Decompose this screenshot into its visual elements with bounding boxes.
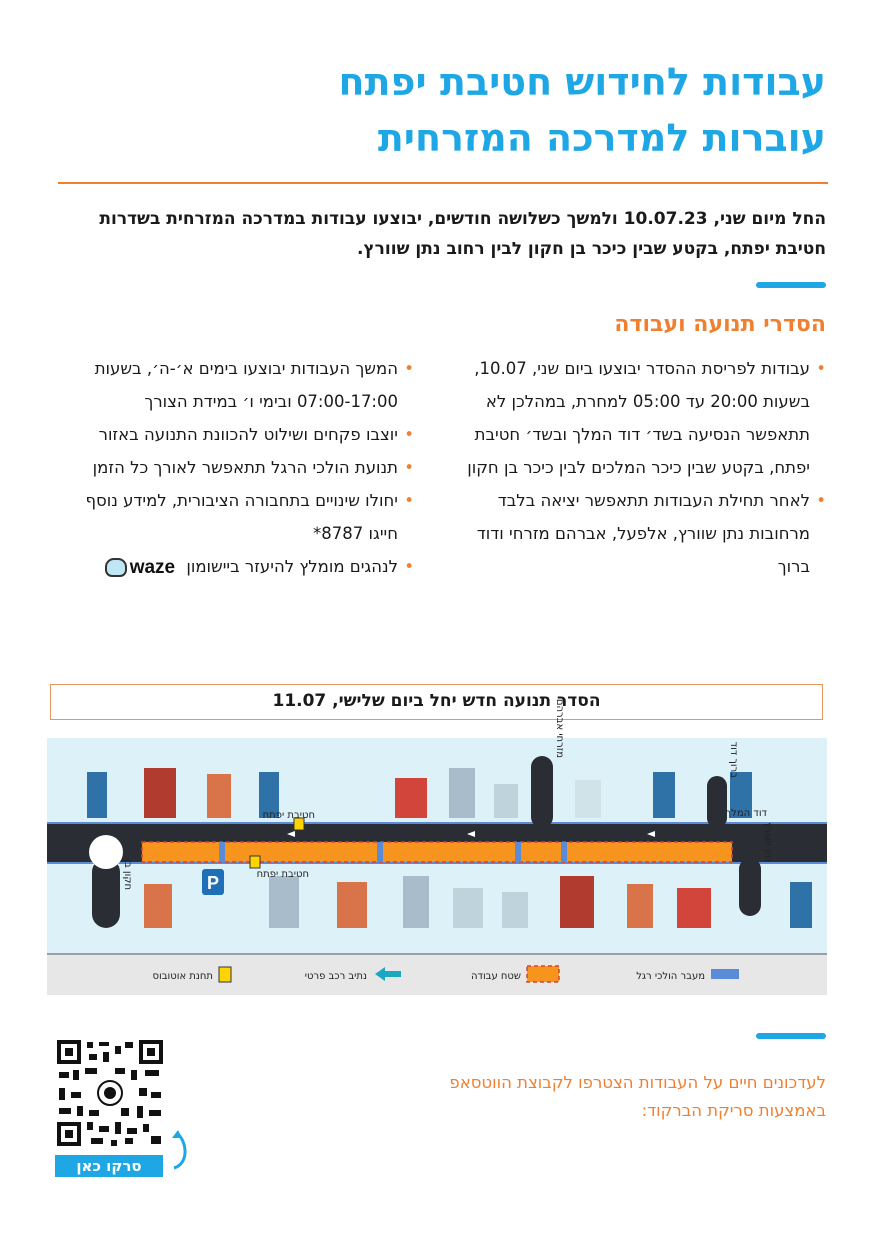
qr-module	[121, 1108, 129, 1116]
qr-module	[91, 1138, 103, 1144]
legend-crosswalk-label: מעבר הולכי רגל	[636, 971, 705, 982]
building	[627, 884, 653, 928]
building	[560, 876, 594, 928]
list-item: • יחולו שינויים בתחבורה הציבורית, למידע נוסף חייגו 8787*	[54, 484, 414, 550]
qr-module	[127, 1128, 137, 1134]
waze-wordmark: waze	[129, 557, 176, 578]
building	[144, 884, 172, 928]
qr-module	[137, 1106, 143, 1118]
qr-module	[115, 1068, 125, 1074]
qr-module	[125, 1042, 133, 1048]
legend-work-label: שטח עבודה	[470, 971, 521, 982]
legend-lane-label: נתיב רכב פרטי	[304, 971, 367, 982]
list-item	[54, 550, 414, 584]
qr-module	[131, 1070, 137, 1080]
page-title-line-2: עוברות למדרכה המזרחית	[377, 116, 826, 160]
work-area-strip	[142, 842, 732, 862]
qr-module	[73, 1070, 79, 1080]
orange-divider	[58, 182, 828, 184]
qr-finder-core	[147, 1048, 155, 1056]
blue-accent-bar	[756, 282, 826, 288]
side-road	[707, 776, 727, 828]
crosswalk	[561, 842, 567, 862]
qr-module	[59, 1072, 69, 1078]
scan-here-label[interactable]: סרקו כאן	[55, 1155, 163, 1177]
qr-module	[143, 1124, 149, 1132]
qr-module	[151, 1136, 161, 1144]
qr-module	[151, 1092, 161, 1098]
street-label-hativat-yiftach: חטיבת יפתח	[262, 810, 315, 821]
building	[449, 768, 475, 818]
qr-module	[77, 1106, 83, 1116]
list-item: • יוצבו פקחים ושילוט להכוונת התנועה באזור	[54, 418, 414, 451]
whatsapp-invite-text: לעדכונים חיים על העבודות הצטרפו לקבוצת הווטסאפ באמצעות סריקת הברקוד:	[449, 1073, 826, 1120]
curved-arrow-icon	[168, 1128, 192, 1172]
crosswalk	[219, 842, 225, 862]
qr-module	[125, 1138, 133, 1144]
qr-module	[103, 1052, 109, 1062]
traffic-list-left	[54, 352, 414, 584]
street-label-vertical: חקון בן	[122, 859, 133, 890]
qr-module	[87, 1042, 93, 1048]
qr-module	[139, 1088, 147, 1096]
qr-module	[89, 1054, 97, 1060]
street-label-hativat-yiftach: חטיבת יפתח	[256, 869, 309, 880]
qr-finder-core	[65, 1048, 73, 1056]
side-road	[531, 756, 553, 828]
qr-module	[115, 1046, 121, 1054]
street-label-vertical: מזרחי אברהם	[554, 698, 565, 758]
qr-module	[71, 1092, 81, 1098]
building	[453, 888, 483, 928]
legend-work-swatch	[527, 966, 559, 982]
side-road	[739, 858, 761, 916]
qr-code[interactable]	[55, 1038, 165, 1148]
list-item: • לאחר תחילת העבודות תתאפשר יציאה בלבד מרחובות נתן שוורץ, אלפעל, אברהם מזרחי ודוד ברוך	[466, 484, 826, 583]
building	[395, 778, 427, 818]
qr-module	[99, 1126, 109, 1132]
qr-module	[115, 1122, 121, 1134]
bus-stop-icon	[250, 856, 260, 868]
qr-module	[59, 1088, 65, 1100]
building	[653, 772, 675, 818]
page-title-line-1: עבודות לחידוש חטיבת יפתח	[338, 60, 826, 104]
qr-module	[87, 1122, 93, 1130]
qr-module	[89, 1110, 99, 1116]
building	[790, 882, 812, 928]
street-label-natan-shvartz: נתן שוורץ	[762, 821, 773, 862]
legend-bus-stop-icon	[219, 967, 231, 982]
list-item: • המשך העבודות יבוצעו בימים א׳-ה׳, בשעות 07:00-17:00 ובימי ו׳ במידת הצורך	[54, 352, 414, 418]
building	[269, 876, 299, 928]
building	[677, 888, 711, 928]
blue-accent-bar	[756, 1033, 826, 1039]
building	[575, 780, 601, 818]
crosswalk	[377, 842, 383, 862]
qr-module	[85, 1068, 97, 1074]
waze-advice: לנהגים מומלץ להיעזר ביישומון	[186, 557, 398, 576]
whatsapp-icon-center	[104, 1087, 116, 1099]
legend-crosswalk-swatch	[711, 969, 739, 979]
intro-paragraph: החל מיום שני, 10.07.23 ולמשך כשלושה חודשים, יבוצעו עבודות במדרכה המזרחית בשדרות חטיבת יפתח, בקטע שבין כיכר בן חקון לבין רחוב נתן שוורץ.	[99, 209, 826, 259]
street-label-david-hamelech: דוד המלך	[725, 808, 767, 819]
section-heading: הסדרי תנועה ועבודה	[614, 312, 826, 337]
qr-module	[99, 1042, 109, 1046]
parking-letter: P	[206, 873, 220, 893]
waze-logo	[105, 551, 175, 584]
traffic-list-right	[466, 352, 826, 583]
qr-finder-core	[65, 1130, 73, 1138]
arrow-head	[172, 1130, 182, 1138]
waze-face-icon	[105, 558, 127, 577]
building	[337, 882, 367, 928]
list-item: • עבודות לפריסת ההסדר יבוצעו ביום שני, 10.07, בשעות 20:00 עד 05:00 למחרת, במהלכן לא תתאפשר הנסיעה בשד׳ דוד המלך ובשד׳ חטיבת יפתח, בקטע שבין כיכר המלכים לבין כיכר בן חקון	[466, 352, 826, 484]
list-item: • תנועת הולכי הרגל תתאפשר לאורך כל הזמן	[54, 451, 414, 484]
new-arrangement-banner: הסדר תנועה חדש יחל ביום שלישי, 11.07	[50, 684, 823, 720]
roundabout	[89, 835, 123, 869]
legend-bus-stop-label: תחנת אוטובוס	[152, 971, 213, 982]
arrow-curve	[174, 1134, 185, 1168]
street-label-vertical: ברוך דוד	[728, 741, 739, 778]
qr-module	[59, 1108, 71, 1114]
building	[494, 784, 518, 818]
crosswalk	[515, 842, 521, 862]
qr-module	[111, 1140, 117, 1146]
qr-module	[149, 1110, 161, 1116]
building	[502, 892, 528, 928]
building	[207, 774, 231, 818]
building	[144, 768, 176, 818]
building	[87, 772, 107, 818]
qr-module	[145, 1070, 159, 1076]
building	[403, 876, 429, 928]
